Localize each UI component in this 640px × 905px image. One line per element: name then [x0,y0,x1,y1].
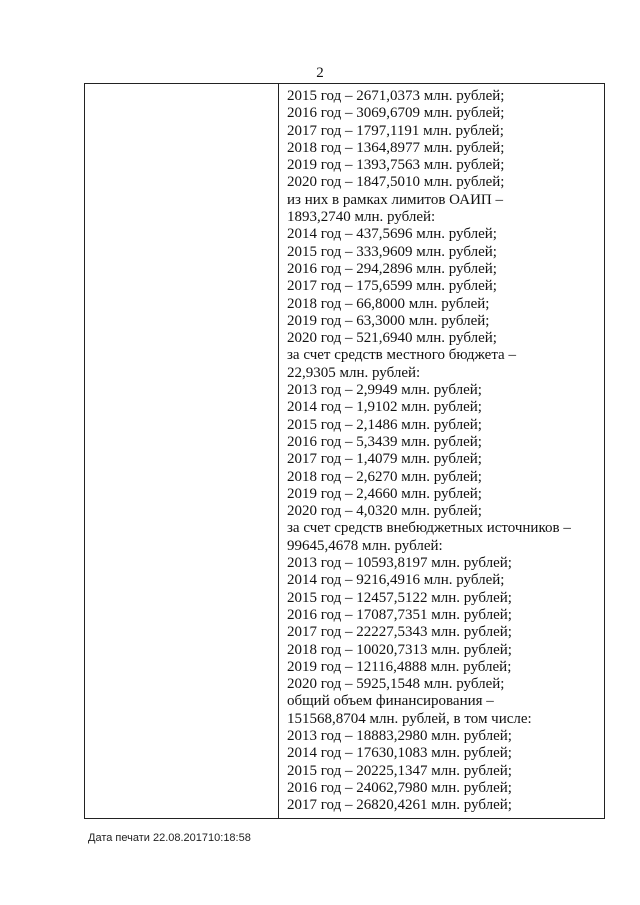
financing-table [84,83,605,819]
print-date: Дата печати 22.08.201710:18:58 [88,832,251,844]
text-line: 2017 год – 175,6599 млн. рублей; [287,278,497,295]
text-line: 2016 год – 24062,7980 млн. рублей; [287,779,512,796]
text-line: 2017 год – 26820,4261 млн. рублей; [287,797,512,814]
text-line: 2015 год – 333,9609 млн. рублей; [287,243,497,260]
text-line: 2019 год – 1393,7563 млн. рублей; [287,157,505,174]
text-line: 2015 год – 2,1486 млн. рублей; [287,416,482,433]
text-line: 151568,8704 млн. рублей, в том числе: [287,710,532,727]
financing-details-cell [287,88,602,814]
text-line: 2017 год – 1797,1191 млн. рублей; [287,122,504,139]
text-line: 2014 год – 17630,1083 млн. рублей; [287,745,512,762]
text-line: 2016 год – 294,2896 млн. рублей; [287,260,497,277]
text-line: 2020 год – 5925,1548 млн. рублей; [287,676,505,693]
text-line: 2016 год – 5,3439 млн. рублей; [287,433,482,450]
text-line: 2019 год – 12116,4888 млн. рублей; [287,658,512,675]
text-line: 2016 год – 17087,7351 млн. рублей; [287,606,512,623]
text-line: 2013 год – 18883,2980 млн. рублей; [287,727,512,744]
text-line: 2020 год – 1847,5010 млн. рублей; [287,174,505,191]
text-line: из них в рамках лимитов ОАИП – [287,191,504,208]
text-line: 2018 год – 10020,7313 млн. рублей; [287,641,512,658]
text-line: 2017 год – 1,4079 млн. рублей; [287,451,482,468]
text-line: 2020 год – 521,6940 млн. рублей; [287,330,497,347]
text-line: 99645,4678 млн. рублей: [287,537,443,554]
page-number: 2 [316,65,324,81]
text-line: 2018 год – 1364,8977 млн. рублей; [287,139,505,156]
text-line: 2018 год – 2,6270 млн. рублей; [287,468,482,485]
text-line: за счет средств местного бюджета – [287,347,516,364]
text-line: 2013 год – 2,9949 млн. рублей; [287,382,482,399]
text-line: 22,9305 млн. рублей: [287,364,421,381]
text-line: 2014 год – 9216,4916 млн. рублей; [287,572,505,589]
text-line: 2015 год – 20225,1347 млн. рублей; [287,762,512,779]
text-line: 2019 год – 63,3000 млн. рублей; [287,312,490,329]
text-line: 2015 год – 12457,5122 млн. рублей; [287,589,512,606]
text-line: 2017 год – 22227,5343 млн. рублей; [287,624,512,641]
text-line: 2014 год – 1,9102 млн. рублей; [287,399,482,416]
text-line: 2015 год – 2671,0373 млн. рублей; [287,88,505,104]
text-line: 2018 год – 66,8000 млн. рублей; [287,295,490,312]
text-line: 2013 год – 10593,8197 млн. рублей; [287,555,512,572]
text-line: 2019 год – 2,4660 млн. рублей; [287,485,482,502]
text-line: 2016 год – 3069,6709 млн. рублей; [287,105,505,122]
column-divider [278,84,279,818]
text-line: 1893,2740 млн. рублей: [287,209,436,226]
text-line: за счет средств внебюджетных источников – [287,520,571,537]
text-line: общий объем финансирования – [287,693,494,710]
text-line: 2020 год – 4,0320 млн. рублей; [287,503,482,520]
text-line: 2014 год – 437,5696 млн. рублей; [287,226,497,243]
